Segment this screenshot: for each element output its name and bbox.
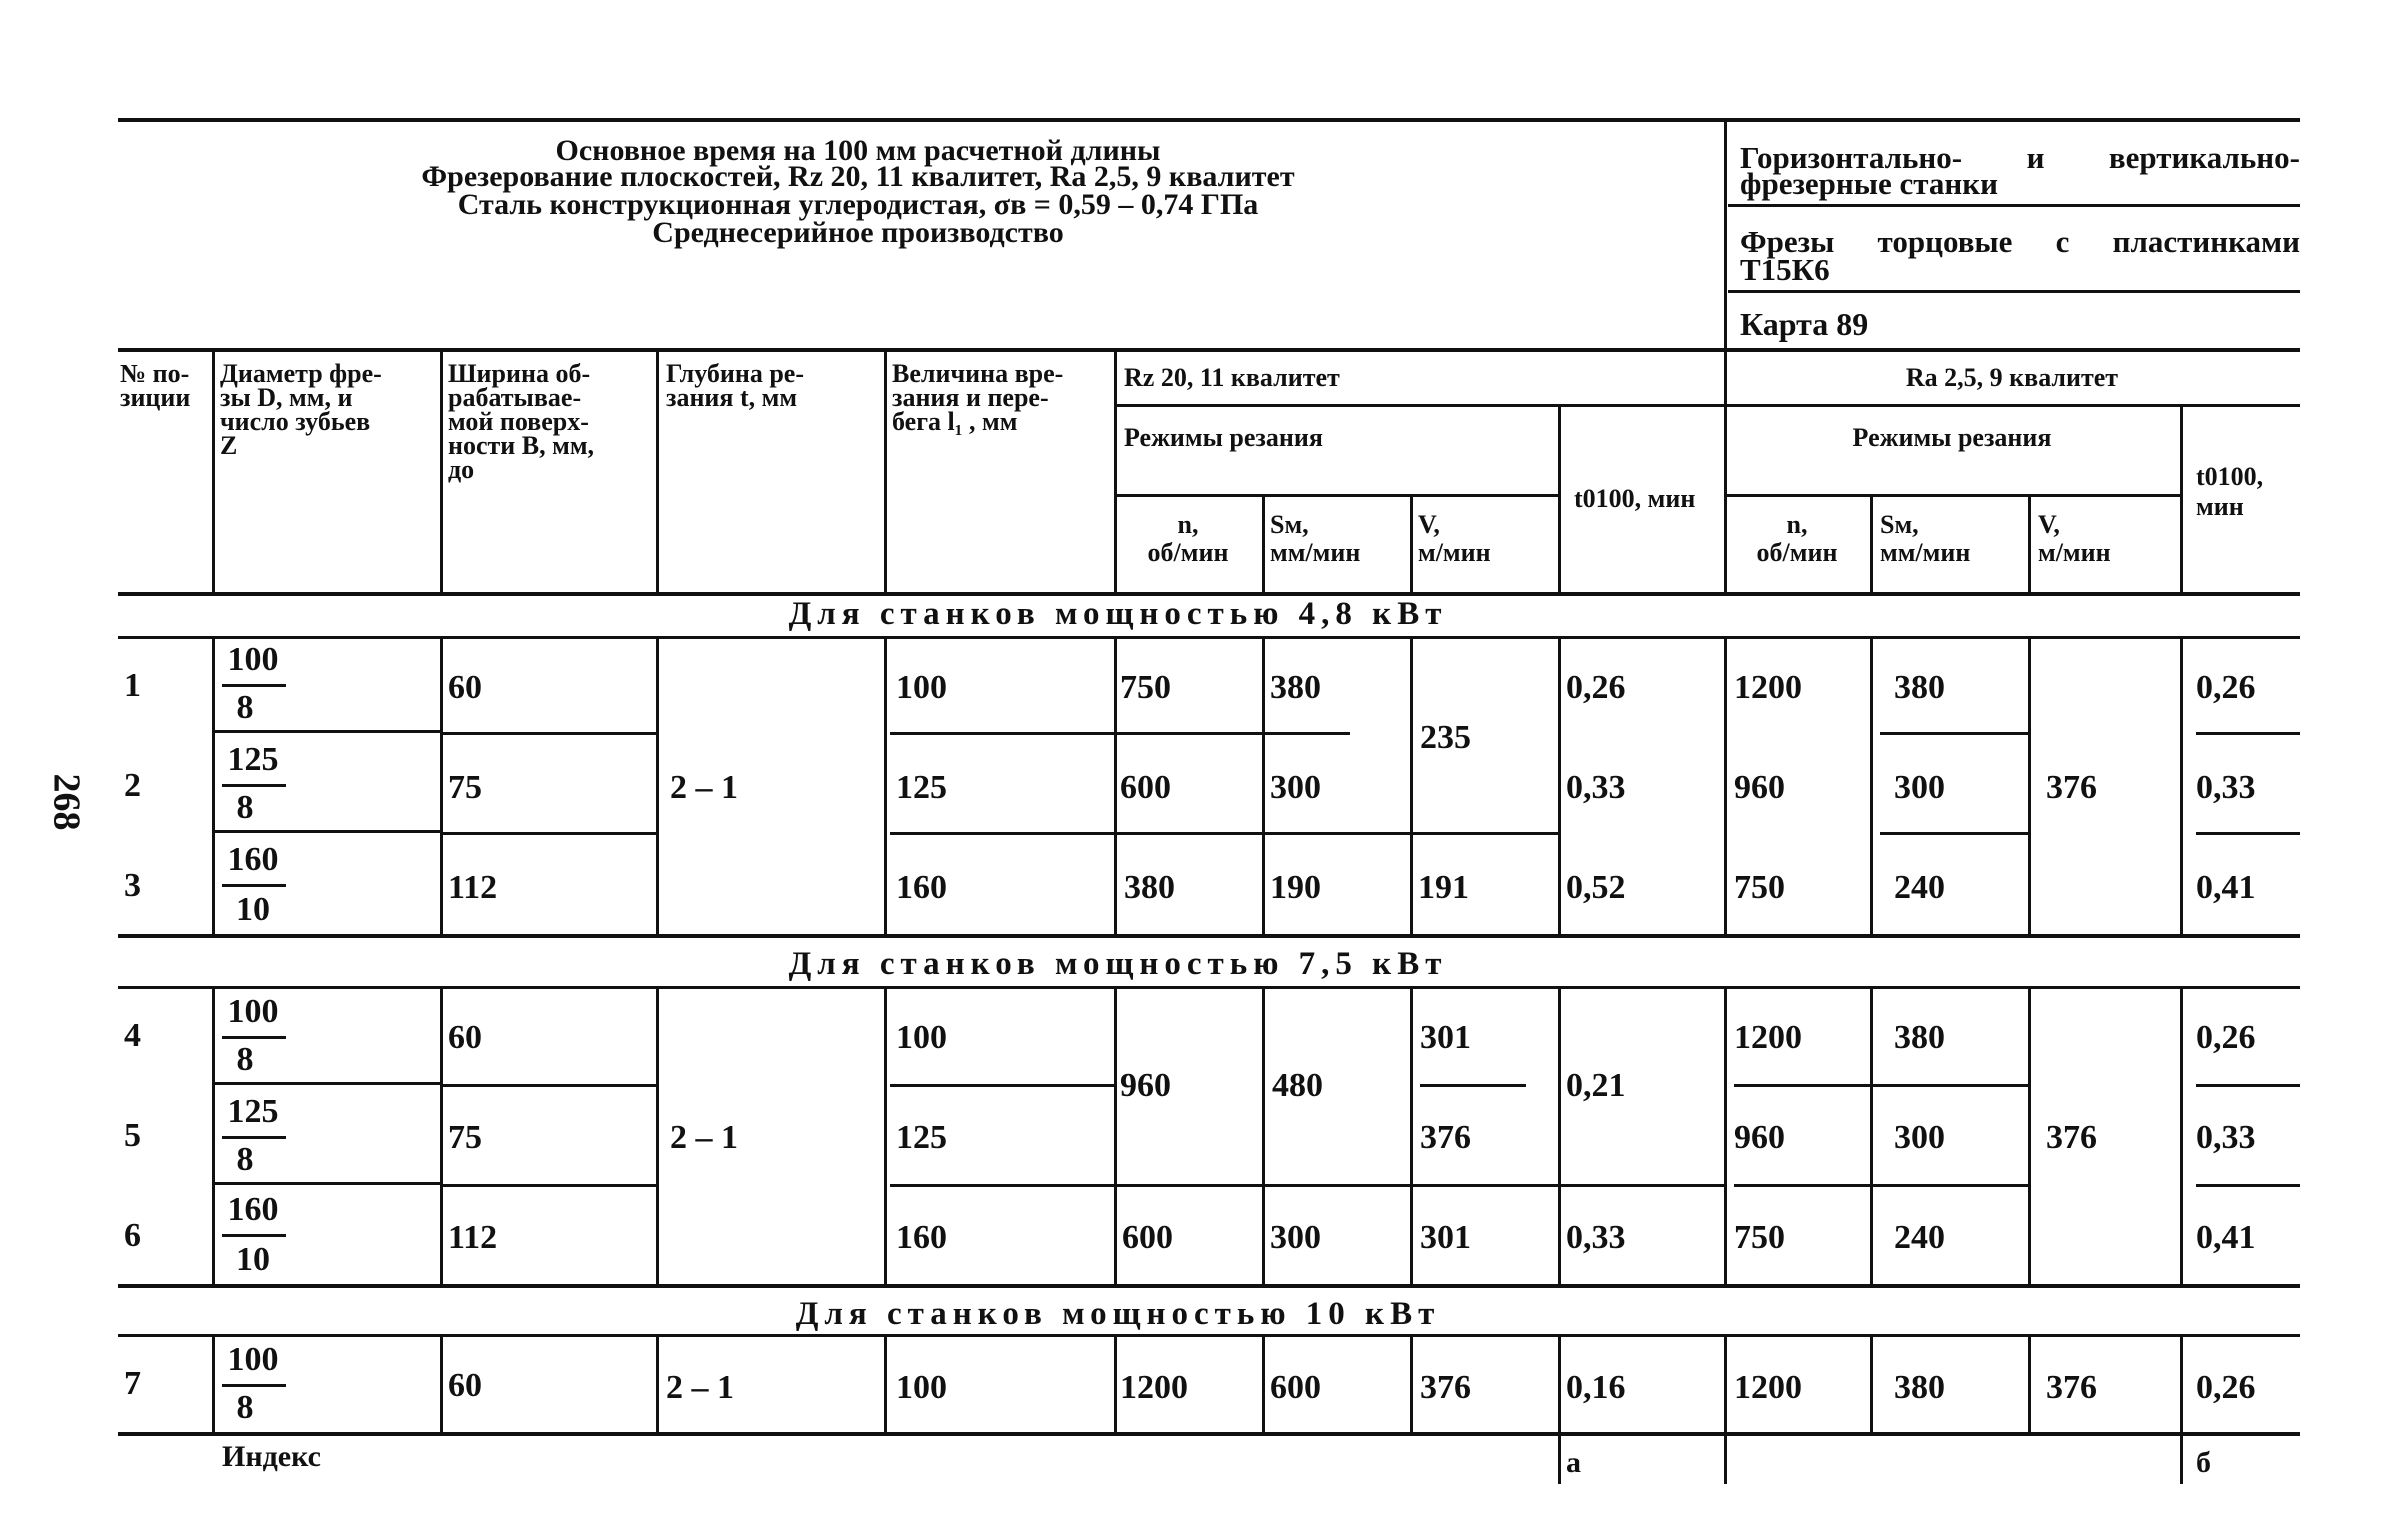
s2-l1-6: 160 xyxy=(896,1219,947,1256)
ra-v-2: м/мин xyxy=(2038,538,2111,567)
col-approach-1: Величина вре- xyxy=(892,359,1064,388)
col-approach-3: бега l₁ , мм xyxy=(892,407,1018,436)
col-diam-3: число зубьев xyxy=(220,407,371,436)
s1-z-1: 8 xyxy=(236,689,254,726)
s1-d-2: 125 xyxy=(227,741,279,778)
s2-pos-4: 4 xyxy=(124,1017,141,1054)
rz-s-1: Sм, xyxy=(1270,510,1309,539)
s1-rz-t0-3: 0,52 xyxy=(1566,869,1626,906)
s2-ra-t0-4: 0,26 xyxy=(2196,1019,2256,1056)
s3-ra-v-7: 376 xyxy=(2046,1369,2097,1406)
s1-ra-n-1: 1200 xyxy=(1734,669,1802,706)
s2-ra-s-4: 380 xyxy=(1894,1019,1945,1056)
group-rz-label: Rz 20, 11 квалитет xyxy=(1124,363,1340,392)
s2-d-4: 100 xyxy=(227,993,279,1030)
s2-pos-5: 5 xyxy=(124,1117,141,1154)
ra-n-2: об/мин xyxy=(1756,538,1838,567)
s1-z-3: 10 xyxy=(236,891,270,928)
ra-v-1: V, xyxy=(2038,510,2060,539)
ra-t0-label-1: t0100, xyxy=(2196,462,2264,491)
col-width-1: Ширина об- xyxy=(448,359,591,388)
s1-rz-v-3: 191 xyxy=(1418,869,1469,906)
title-line-4: Среднесерийное производство xyxy=(652,216,1064,249)
s2-rz-v-5: 376 xyxy=(1420,1119,1471,1156)
s1-ra-t0-1: 0,26 xyxy=(2196,669,2256,706)
ra-s-1: Sм, xyxy=(1880,510,1919,539)
s2-rz-s-45: 480 xyxy=(1272,1067,1323,1104)
s1-rz-v-12: 235 xyxy=(1420,719,1471,756)
s2-rz-s-6: 300 xyxy=(1270,1219,1321,1256)
cutter-type-line-2: Т15К6 xyxy=(1740,252,1830,287)
s1-rz-n-1: 750 xyxy=(1120,669,1171,706)
s2-ra-n-5: 960 xyxy=(1734,1119,1785,1156)
s2-l1-4: 100 xyxy=(896,1019,947,1056)
ra-s-2: мм/мин xyxy=(1880,538,1971,567)
s3-ra-s-7: 380 xyxy=(1894,1369,1945,1406)
s1-ra-t0-2: 0,33 xyxy=(2196,769,2256,806)
title-line-2: Фрезерование плоскостей, Rz 20, 11 квалитет, Ra 2,5, 9 квалитет xyxy=(421,160,1295,193)
rz-n-1: n, xyxy=(1177,510,1199,539)
s2-l1-5: 125 xyxy=(896,1119,947,1156)
s2-ra-t0-5: 0,33 xyxy=(2196,1119,2256,1156)
col-depth-2: зания t, мм xyxy=(666,383,798,412)
s2-d-6: 160 xyxy=(227,1191,279,1228)
s2-b-4: 60 xyxy=(448,1019,482,1056)
col-width-2: рабатывае- xyxy=(448,383,582,412)
section-title-3: Для станков мощностью 10 кВт xyxy=(795,1296,1441,1332)
s1-b-2: 75 xyxy=(448,769,482,806)
s2-rz-n-6: 600 xyxy=(1122,1219,1173,1256)
col-pos-2: зиции xyxy=(120,383,191,412)
s3-pos-7: 7 xyxy=(124,1365,141,1402)
s2-z-4: 8 xyxy=(236,1041,254,1078)
col-width-4: ности В, мм, xyxy=(448,431,595,460)
section-title-2: Для станков мощностью 7,5 кВт xyxy=(788,946,1448,982)
s1-rz-t0-1: 0,26 xyxy=(1566,669,1626,706)
col-width-3: мой поверх- xyxy=(448,407,589,436)
s2-ra-v: 376 xyxy=(2046,1119,2097,1156)
s2-rz-v-6: 301 xyxy=(1420,1219,1471,1256)
machine-type-line-2: фрезерные станки xyxy=(1740,166,1998,201)
s2-depth: 2 – 1 xyxy=(670,1119,738,1156)
cutter-type-line-1: Фрезы торцовые с пластинками xyxy=(1740,224,2300,259)
s1-b-1: 60 xyxy=(448,669,482,706)
s1-ra-n-2: 960 xyxy=(1734,769,1785,806)
s2-z-6: 10 xyxy=(236,1241,270,1278)
s2-rz-n-45: 960 xyxy=(1120,1067,1171,1104)
rz-t0-label: t0100, мин xyxy=(1574,484,1696,513)
s1-rz-s-3: 190 xyxy=(1270,869,1321,906)
s3-d-7: 100 xyxy=(227,1341,279,1378)
index-label: Индекс xyxy=(222,1440,321,1473)
ra-n-1: n, xyxy=(1786,510,1808,539)
s1-l1-2: 125 xyxy=(896,769,947,806)
s2-ra-n-6: 750 xyxy=(1734,1219,1785,1256)
s1-ra-t0-3: 0,41 xyxy=(2196,869,2256,906)
s1-ra-s-1: 380 xyxy=(1894,669,1945,706)
rz-v-2: м/мин xyxy=(1418,538,1491,567)
ra-t0-label-2: мин xyxy=(2196,492,2244,521)
s3-ra-t0-7: 0,26 xyxy=(2196,1369,2256,1406)
s1-l1-3: 160 xyxy=(896,869,947,906)
machine-type-line-1: Горизонтально- и вертикально- xyxy=(1740,140,2300,175)
s1-rz-t0-2: 0,33 xyxy=(1566,769,1626,806)
s2-rz-t0-6: 0,33 xyxy=(1566,1219,1626,1256)
title-line-3: Сталь конструкционная углеродистая, σв = 0,59 – 0,74 ГПа xyxy=(457,188,1259,221)
s2-rz-t0-45: 0,21 xyxy=(1566,1067,1626,1104)
rz-s-2: мм/мин xyxy=(1270,538,1361,567)
s2-b-6: 112 xyxy=(448,1219,498,1256)
s1-rz-s-2: 300 xyxy=(1270,769,1321,806)
s2-ra-s-5: 300 xyxy=(1894,1119,1945,1156)
top-rule xyxy=(118,118,2300,122)
s3-rz-t0-7: 0,16 xyxy=(1566,1369,1626,1406)
index-b: б xyxy=(2196,1446,2211,1479)
col-approach-2: зания и пере- xyxy=(892,383,1049,412)
s1-z-2: 8 xyxy=(236,789,254,826)
s2-ra-n-4: 1200 xyxy=(1734,1019,1802,1056)
s1-ra-v: 376 xyxy=(2046,769,2097,806)
col-diam-1: Диаметр фре- xyxy=(220,359,382,388)
s2-d-5: 125 xyxy=(227,1093,279,1130)
s3-rz-n-7: 1200 xyxy=(1120,1369,1188,1406)
s1-ra-s-2: 300 xyxy=(1894,769,1945,806)
rz-modes-label: Режимы резания xyxy=(1124,423,1323,452)
page-number: 268 xyxy=(45,773,88,831)
s2-b-5: 75 xyxy=(448,1119,482,1156)
s2-ra-t0-6: 0,41 xyxy=(2196,1219,2256,1256)
right-rule-1 xyxy=(1728,204,2300,207)
s1-rz-n-2: 600 xyxy=(1120,769,1171,806)
s1-ra-s-3: 240 xyxy=(1894,869,1945,906)
title-divider xyxy=(1724,118,1727,350)
group-ra-label: Ra 2,5, 9 квалитет xyxy=(1905,363,2119,392)
s3-ra-n-7: 1200 xyxy=(1734,1369,1802,1406)
s2-pos-6: 6 xyxy=(124,1217,141,1254)
right-rule-2 xyxy=(1728,290,2300,293)
s3-z-7: 8 xyxy=(236,1389,254,1426)
col-depth-1: Глубина ре- xyxy=(666,359,804,388)
header-top-rule xyxy=(118,348,2300,352)
index-a: а xyxy=(1566,1446,1581,1479)
s3-l1-7: 100 xyxy=(896,1369,947,1406)
col-width-5: до xyxy=(448,455,475,484)
s1-d-1: 100 xyxy=(227,641,279,678)
card-number: Карта 89 xyxy=(1740,306,1869,342)
rz-v-1: V, xyxy=(1418,510,1440,539)
s1-depth: 2 – 1 xyxy=(670,769,738,806)
s1-rz-n-3: 380 xyxy=(1124,869,1175,906)
s2-rz-v-4: 301 xyxy=(1420,1019,1471,1056)
col-diam-2: зы D, мм, и xyxy=(220,383,353,412)
col-diam-4: Z xyxy=(220,431,238,460)
s2-ra-s-6: 240 xyxy=(1894,1219,1945,1256)
s1-pos-1: 1 xyxy=(124,667,141,704)
rz-n-2: об/мин xyxy=(1147,538,1229,567)
s1-b-3: 112 xyxy=(448,869,498,906)
s3-depth: 2 – 1 xyxy=(666,1369,734,1406)
col-pos-1: № по- xyxy=(120,359,190,388)
s1-pos-2: 2 xyxy=(124,767,141,804)
s2-z-5: 8 xyxy=(236,1141,254,1178)
s1-ra-n-3: 750 xyxy=(1734,869,1785,906)
s1-l1-1: 100 xyxy=(896,669,947,706)
ra-modes-label: Режимы резания xyxy=(1852,423,2052,452)
s3-b-7: 60 xyxy=(448,1367,482,1404)
s3-rz-v-7: 376 xyxy=(1420,1369,1471,1406)
s1-rz-s-1: 380 xyxy=(1270,669,1321,706)
section-title-1: Для станков мощностью 4,8 кВт xyxy=(788,596,1448,632)
s1-pos-3: 3 xyxy=(124,867,141,904)
title-line-1: Основное время на 100 мм расчетной длины xyxy=(555,134,1161,167)
s1-d-3: 160 xyxy=(227,841,279,878)
s3-rz-s-7: 600 xyxy=(1270,1369,1321,1406)
